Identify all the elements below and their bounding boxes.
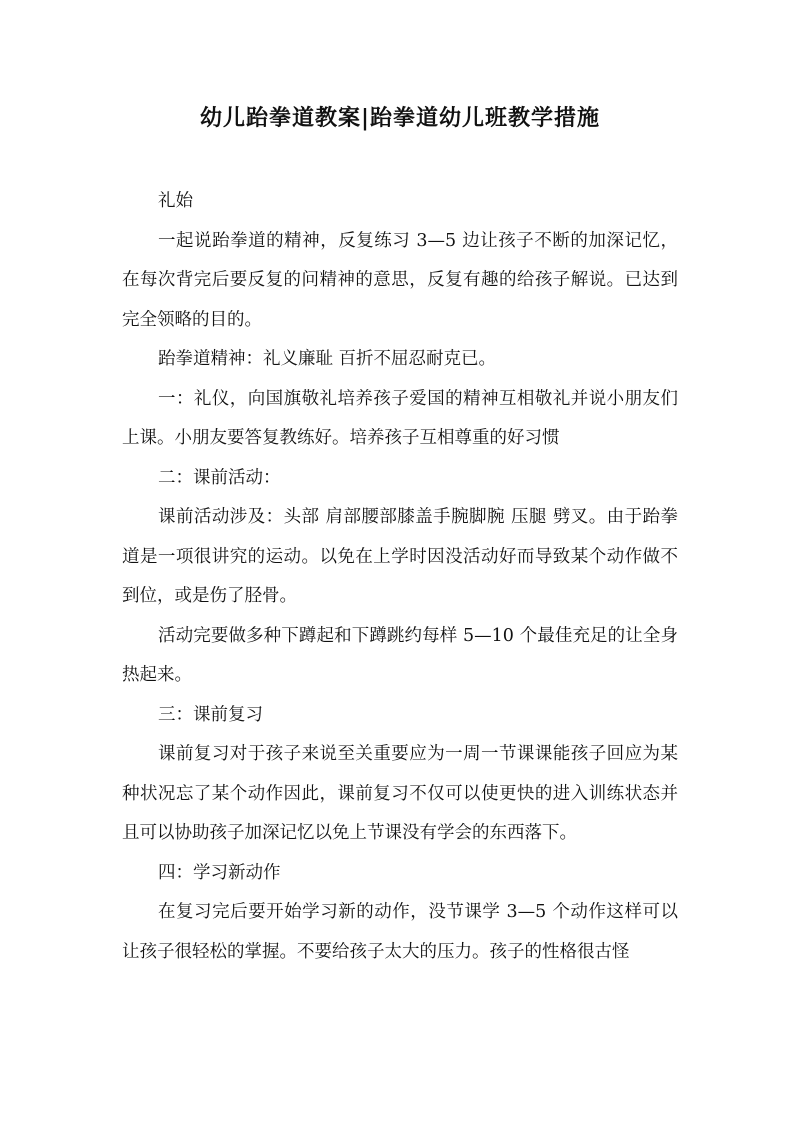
paragraph: 课前复习对于孩子来说至关重要应为一周一节课课能孩子回应为某种状况忘了某个动作因此，课前复习不仅可以使更快的进入训练状态并且可以协助孩子加深记忆以免上节课没有学会的东西落下。 — [122, 744, 678, 843]
paragraph-heading-start: 礼始 — [158, 191, 193, 211]
section-heading: 四：学习新动作 — [158, 862, 281, 883]
paragraph: 在复习完后要开始学习新的动作，没节课学 3—5 个动作这样可以让孩子很轻松的掌握。不要给孩子太大的压力。孩子的性格很古怪 — [122, 902, 678, 962]
paragraph: 课前活动涉及：头部 肩部腰部膝盖手腕脚腕 压腿 劈叉。由于跆拳道是一项很讲究的运动。以免在上学时因没活动好而导致某个动作做不到位，或是伤了胫骨。 — [122, 507, 678, 606]
paragraph: 活动完要做多种下蹲起和下蹲跳约每样 5—10 个最佳充足的让全身热起来。 — [122, 625, 678, 685]
document-body — [122, 182, 678, 972]
paragraph: 一起说跆拳道的精神，反复练习 3—5 边让孩子不断的加深记忆，在每次背完后要反复的问精神的意思，反复有趣的给孩子解说。已达到完全领略的目的。 — [122, 230, 678, 330]
paragraph: 一：礼仪，向国旗敬礼培养孩子爱国的精神互相敬礼并说小朋友们上课。小朋友要答复教练好。培养孩子互相尊重的好习惯 — [122, 388, 678, 448]
section-heading: 三：课前复习 — [158, 704, 263, 725]
paragraph-spirit: 跆拳道精神：礼义廉耻 百折不屈忍耐克已。 — [158, 349, 497, 369]
section-heading: 二：课前活动： — [158, 467, 281, 488]
document-title: 幼儿跆拳道教案|跆拳道幼儿班教学措施 — [199, 105, 600, 131]
